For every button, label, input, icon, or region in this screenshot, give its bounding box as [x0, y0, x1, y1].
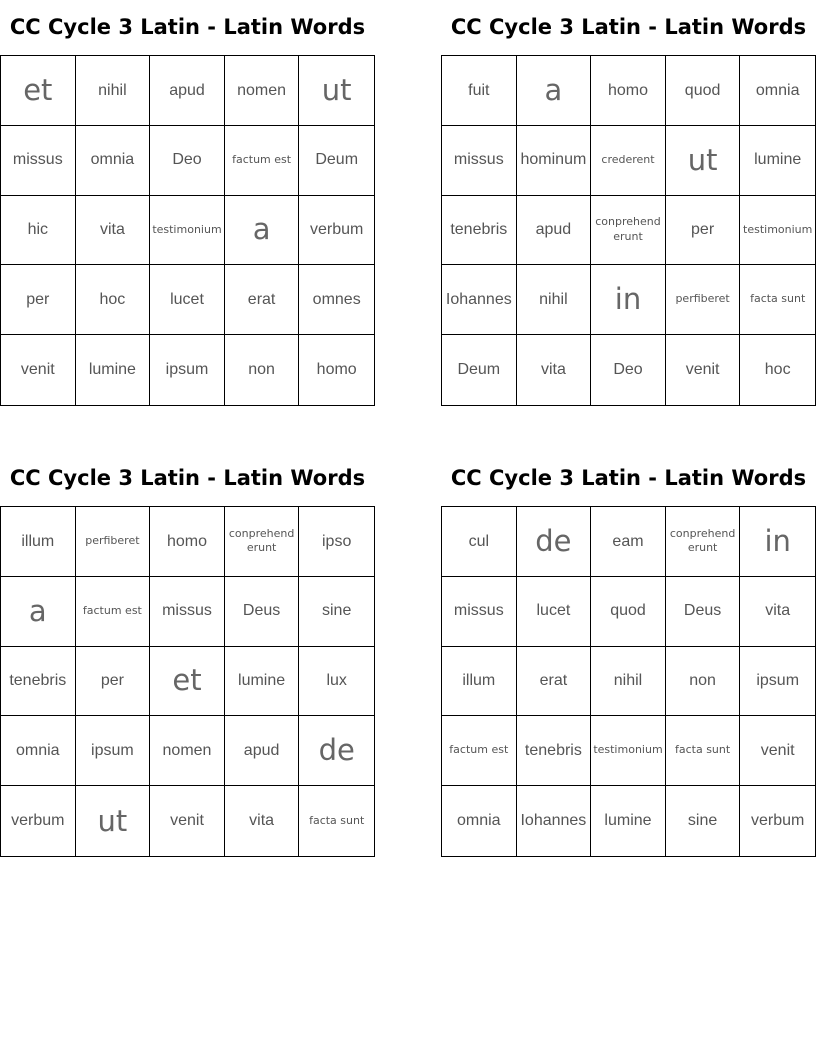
- bingo-cell: eam: [591, 507, 666, 577]
- bingo-cell: in: [591, 265, 666, 335]
- card-title: CC Cycle 3 Latin - Latin Words: [450, 15, 807, 39]
- bingo-cell: hic: [1, 196, 76, 266]
- bingo-cell: lucet: [517, 577, 592, 647]
- bingo-cell: et: [1, 56, 76, 126]
- bingo-cell: nihil: [517, 265, 592, 335]
- bingo-cell: Deus: [666, 577, 741, 647]
- bingo-cell: omnia: [1, 716, 76, 786]
- bingo-cell: lucet: [150, 265, 225, 335]
- bingo-cell: ipsum: [150, 335, 225, 405]
- bingo-cell: Deo: [591, 335, 666, 405]
- bingo-cell: venit: [666, 335, 741, 405]
- bingo-cell: ut: [666, 126, 741, 196]
- bingo-cell: hoc: [76, 265, 151, 335]
- bingo-cell: missus: [150, 577, 225, 647]
- bingo-cell: perfiberet: [666, 265, 741, 335]
- bingo-cell: fuit: [442, 56, 517, 126]
- bingo-cell: lumine: [225, 647, 300, 717]
- bingo-cell: apud: [150, 56, 225, 126]
- bingo-cell: non: [666, 647, 741, 717]
- bingo-cell: homo: [150, 507, 225, 577]
- bingo-cell: facta sunt: [666, 716, 741, 786]
- bingo-cell: nihil: [76, 56, 151, 126]
- bingo-cell: quod: [591, 577, 666, 647]
- card-title: CC Cycle 3 Latin - Latin Words: [450, 466, 807, 490]
- bingo-cell: conprehenderunt: [666, 507, 741, 577]
- bingo-cell: lumine: [740, 126, 815, 196]
- bingo-cell: Deus: [225, 577, 300, 647]
- bingo-cell: Iohannes: [517, 786, 592, 856]
- bingo-cell: vita: [740, 577, 815, 647]
- bingo-cell: perfiberet: [76, 507, 151, 577]
- bingo-cell: verbum: [751, 812, 805, 830]
- bingo-cell: vita: [76, 196, 151, 266]
- bingo-cell: de: [299, 716, 374, 786]
- bingo-cell: erat: [225, 265, 300, 335]
- bingo-card-4: [441, 451, 816, 857]
- bingo-cell: lumine: [76, 335, 151, 405]
- bingo-cell: tenebris: [1, 647, 76, 717]
- bingo-cell: missus: [1, 126, 76, 196]
- bingo-cell: omnia: [76, 126, 151, 196]
- bingo-cell: venit: [1, 335, 76, 405]
- bingo-cell: tenebris: [517, 716, 592, 786]
- bingo-cell: erat: [517, 647, 592, 717]
- bingo-cell: apud: [517, 196, 592, 266]
- bingo-grid: [441, 55, 816, 406]
- bingo-cell: Deo: [150, 126, 225, 196]
- bingo-cell: nihil: [591, 647, 666, 717]
- bingo-cell: conprehenderunt: [591, 196, 666, 266]
- bingo-cell: venit: [740, 716, 815, 786]
- bingo-cell: vita: [517, 335, 592, 405]
- bingo-cell: et: [150, 647, 225, 717]
- bingo-cell: factum est: [76, 577, 151, 647]
- bingo-grid: [0, 55, 375, 406]
- bingo-cell: cul: [442, 507, 517, 577]
- bingo-cell: omnes: [299, 265, 374, 335]
- bingo-cell: factum est: [225, 126, 300, 196]
- bingo-cell: vita: [225, 786, 300, 856]
- bingo-cell: factum est: [442, 716, 517, 786]
- card-title: CC Cycle 3 Latin - Latin Words: [9, 466, 366, 490]
- bingo-cell: omnia: [740, 56, 815, 126]
- bingo-cell: testimonium: [591, 716, 666, 786]
- bingo-cell: verbum: [299, 196, 374, 266]
- bingo-cell: venit: [150, 786, 225, 856]
- bingo-cell: conprehenderunt: [225, 507, 300, 577]
- bingo-cell: omnia: [442, 786, 517, 856]
- bingo-cell: Iohannes: [442, 265, 517, 335]
- card-title: CC Cycle 3 Latin - Latin Words: [9, 15, 366, 39]
- bingo-cell: hominum: [517, 126, 592, 196]
- bingo-grid: [0, 506, 375, 857]
- bingo-cell: Deum: [299, 126, 374, 196]
- bingo-cell: ut: [299, 56, 374, 126]
- bingo-cell: missus: [442, 126, 517, 196]
- bingo-cell: testimonium: [150, 196, 225, 266]
- bingo-cell: ipsum: [76, 716, 151, 786]
- bingo-card-1: [0, 0, 375, 406]
- bingo-cell: sine: [299, 577, 374, 647]
- bingo-cell: testimonium: [740, 196, 815, 266]
- bingo-cell: illum: [1, 507, 76, 577]
- bingo-cell: quod: [666, 56, 741, 126]
- bingo-cell: tenebris: [442, 196, 517, 266]
- bingo-cell: hoc: [764, 361, 791, 379]
- bingo-cell: sine: [666, 786, 741, 856]
- bingo-cell: illum: [442, 647, 517, 717]
- bingo-cell: apud: [225, 716, 300, 786]
- bingo-cell: Deum: [442, 335, 517, 405]
- bingo-cell: homo: [316, 361, 357, 379]
- bingo-cell: a: [1, 577, 76, 647]
- bingo-card-2: [441, 0, 816, 406]
- bingo-cell: de: [517, 507, 592, 577]
- bingo-cell: a: [225, 196, 300, 266]
- bingo-cell: missus: [442, 577, 517, 647]
- bingo-cell: homo: [591, 56, 666, 126]
- bingo-cell: nomen: [150, 716, 225, 786]
- bingo-cell: ipsum: [740, 647, 815, 717]
- bingo-cell: facta sunt: [309, 813, 365, 827]
- bingo-cell: non: [225, 335, 300, 405]
- bingo-cell: crederent: [591, 126, 666, 196]
- bingo-cell: a: [517, 56, 592, 126]
- bingo-cell: nomen: [225, 56, 300, 126]
- bingo-cell: per: [1, 265, 76, 335]
- bingo-cell: verbum: [1, 786, 76, 856]
- bingo-cell: ut: [76, 786, 151, 856]
- bingo-card-3: [0, 451, 375, 857]
- bingo-cell: lux: [299, 647, 374, 717]
- bingo-cell: per: [666, 196, 741, 266]
- bingo-cell: per: [76, 647, 151, 717]
- bingo-cell: facta sunt: [740, 265, 815, 335]
- bingo-cell: lumine: [591, 786, 666, 856]
- bingo-grid: [441, 506, 816, 857]
- bingo-cell: ipso: [299, 507, 374, 577]
- bingo-cell: in: [740, 507, 815, 577]
